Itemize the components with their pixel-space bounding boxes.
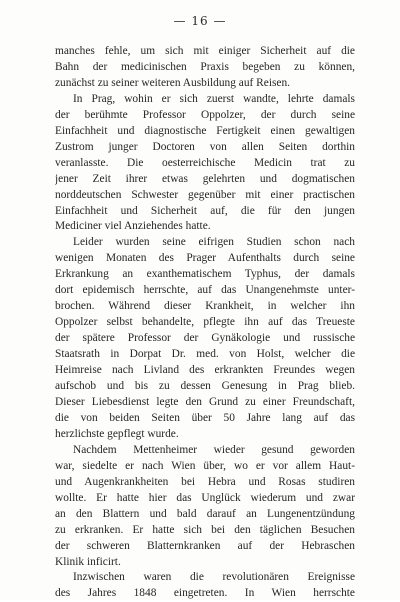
paragraph (55, 570, 355, 602)
text-line: brochen. Während dieser Krankheit, in welcher ihn (55, 300, 355, 313)
text-line: war, siedelte er nach Wien über, wo er vor allem Haut- (55, 459, 355, 472)
paragraph (55, 235, 355, 442)
page-number: — 16 — (173, 14, 227, 28)
text-line: Bahn der medicinischen Praxis begeben zu können, (55, 60, 355, 73)
text-line: Oppolzer selbst behandelte, pflegte ihn auf das Treueste (55, 316, 355, 329)
text-line: jener Zeit ihrer etwas gelehrten und dogmatischen (55, 172, 355, 185)
text-line: Erkrankung an exanthematischem Typhus, der damals (55, 268, 355, 281)
text-line: der berühmte Professor Oppolzer, der durch seine (55, 108, 355, 121)
text-line: der schweren Blatternkranken auf der Hebraschen (55, 539, 355, 552)
text-line: Staatsrath in Dorpat Dr. med. von Holst, welcher die (55, 348, 355, 361)
text-line: Zustrom junger Doctoren von allen Seiten dorthin (55, 140, 355, 153)
text-line: Einfachheit und diagnostische Fertigkeit einen gewaltigen (55, 124, 355, 137)
text-line: die von beiden Seiten über 50 Jahre lang auf das (55, 411, 355, 424)
text-line: Dieser Liebesdienst legte den Grund zu einer Freundschaft, (55, 395, 355, 408)
text-line: Heimreise nach Livland des erkrankten Freundes wegen (55, 364, 355, 377)
paragraph (55, 443, 355, 571)
text-line: zunächst zu seiner weiteren Ausbildung auf Reisen. (55, 76, 291, 89)
text-line: dort epidemisch herrschte, auf das Unangenehmste unter- (55, 284, 355, 297)
text-line: Leider wurden seine eifrigen Studien schon nach (73, 236, 355, 249)
text-line: des Jahres 1848 eingetreten. In Wien herrschte (55, 587, 355, 600)
text-line: Mediciner viel Anziehendes hatte. (55, 220, 211, 233)
text-line: herzlichste gepflegt wurde. (55, 427, 179, 440)
paragraph (55, 44, 355, 92)
text-line: veranlasste. Die oesterreichische Medicin trat zu (55, 156, 355, 169)
text-line: und Augenkrankheiten bei Hebra und Rosas studiren (55, 475, 355, 488)
text-line: wollte. Er hatte hier das Unglück wiederum und zwar (55, 491, 355, 504)
paragraph (55, 92, 355, 236)
text-line: Inzwischen waren die revolutionären Ereignisse (73, 571, 355, 584)
text-line: Einfachheit und Sicherheit auf, die für den jungen (55, 204, 355, 217)
text-line: Nachdem Mettenheimer wieder gesund geworden (73, 443, 355, 456)
text-line: wenigen Monaten des Prager Aufenthalts durch seine (55, 252, 355, 265)
text-line: an den Blattern und bald darauf an Lungenentzündung (55, 507, 355, 520)
text-line: manches fehle, um sich mit einiger Sicherheit auf die (55, 45, 355, 57)
text-line: aufschob und bis zu dessen Genesung in Prag blieb. (55, 380, 355, 393)
body-text (55, 44, 355, 602)
text-line: zu erkranken. Er hatte sich bei den täglichen Besuchen (55, 523, 355, 536)
text-line: norddeutschen Schwester gegenüber mit einer practischen (55, 188, 355, 201)
text-line: der spätere Professor der Gynäkologie und russische (55, 332, 355, 345)
text-line: In Prag, wohin er sich zuerst wandte, lehrte damals (73, 92, 355, 105)
text-line: Klinik inficirt. (55, 555, 121, 568)
